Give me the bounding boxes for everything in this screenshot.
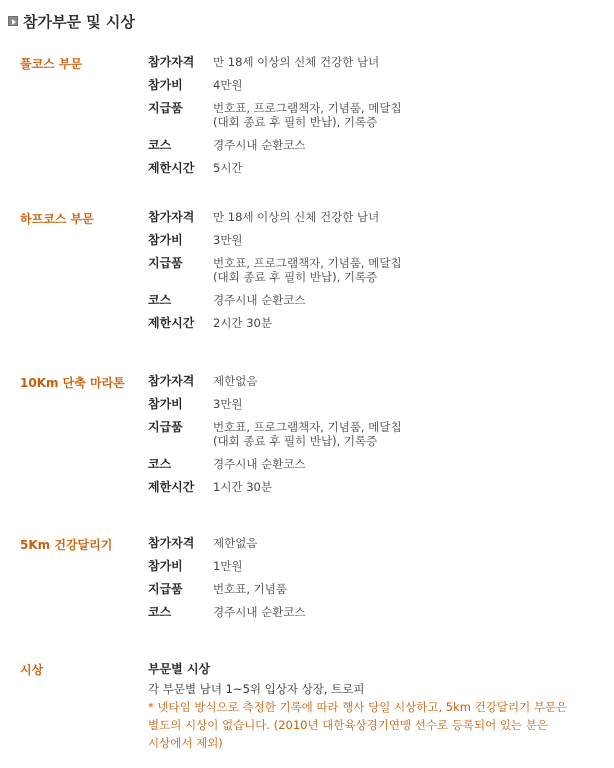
row-value: 번호표, 기념품 [213,582,287,596]
info-row [148,559,588,573]
row-label: 제한시간 [148,316,195,330]
row-value: 번호표, 프로그램책자, 기념품, 메달칩(대회 종료 후 필히 반납), 기록증 [213,420,402,448]
info-row [148,55,588,69]
award-title: 부문별 시상 [148,662,211,676]
info-row [148,293,588,307]
info-row [148,374,588,388]
row-value: 1만원 [213,559,243,573]
row-label: 코스 [148,605,172,619]
row-value: 경주시내 순환코스 [213,605,306,619]
play-square-icon [8,16,18,26]
row-label: 지급품 [148,582,183,596]
award-note: * 넷타임 방식으로 측정한 기록에 따라 행사 당일 시상하고, 5km 건강달리기 부문은 별도의 시상이 없습니다. (2010년 대한육상경기연맹 선수로 등록되어 있는 분은 시상에서 제외) [148,700,568,750]
division-category: 10Km 단축 마라톤 [20,376,125,390]
row-value: 4만원 [213,78,243,92]
row-label: 참가자격 [148,210,195,224]
row-value: 번호표, 프로그램책자, 기념품, 메달칩(대회 종료 후 필히 반납), 기록증 [213,101,402,129]
row-label: 제한시간 [148,161,195,175]
info-row [148,457,588,471]
award-line: 각 부문별 남녀 1~5위 입상자 상장, 트로피 [148,682,365,696]
info-row [148,256,588,284]
row-label: 코스 [148,138,172,152]
row-value: 경주시내 순환코스 [213,138,306,152]
info-row [148,316,588,330]
row-label: 지급품 [148,420,183,434]
row-value: 제한없음 [213,536,258,550]
row-label: 참가비 [148,78,183,92]
row-value: 만 18세 이상의 신체 건강한 남녀 [213,55,380,69]
division-rows [148,55,588,184]
row-value: 경주시내 순환코스 [213,457,306,471]
row-value: 경주시내 순환코스 [213,293,306,307]
info-row [148,480,588,494]
info-row [148,605,588,619]
row-label: 참가자격 [148,374,195,388]
row-value: 1시간 30분 [213,480,272,494]
row-label: 지급품 [148,256,183,270]
row-label: 참가비 [148,233,183,247]
row-label: 참가비 [148,397,183,411]
info-row [148,397,588,411]
row-label: 지급품 [148,101,183,115]
division-category: 5Km 건강달리기 [20,538,113,552]
row-label: 코스 [148,293,172,307]
info-row [148,161,588,175]
row-value: 만 18세 이상의 신체 건강한 남녀 [213,210,380,224]
info-row [148,420,588,448]
info-row [148,78,588,92]
division-rows [148,374,588,503]
award-body [148,661,588,752]
row-value: 제한없음 [213,374,258,388]
info-row [148,536,588,550]
division-rows [148,536,588,628]
row-value: 2시간 30분 [213,316,272,330]
row-label: 참가비 [148,559,183,573]
info-row [148,210,588,224]
row-label: 참가자격 [148,55,195,69]
row-value: 3만원 [213,397,243,411]
info-row [148,582,588,596]
row-label: 제한시간 [148,480,195,494]
division-rows [148,210,588,339]
award-category: 시상 [20,663,44,677]
row-label: 코스 [148,457,172,471]
info-row [148,233,588,247]
info-row [148,101,588,129]
division-category: 풀코스 부문 [20,57,83,71]
division-category: 하프코스 부문 [20,212,94,226]
page-title-text: 참가부문 및 시상 [23,12,135,31]
row-value: 번호표, 프로그램책자, 기념품, 메달칩(대회 종료 후 필히 반납), 기록증 [213,256,402,284]
row-value: 3만원 [213,233,243,247]
info-row [148,138,588,152]
row-label: 참가자격 [148,536,195,550]
page-title [8,10,135,32]
row-value: 5시간 [213,161,243,175]
